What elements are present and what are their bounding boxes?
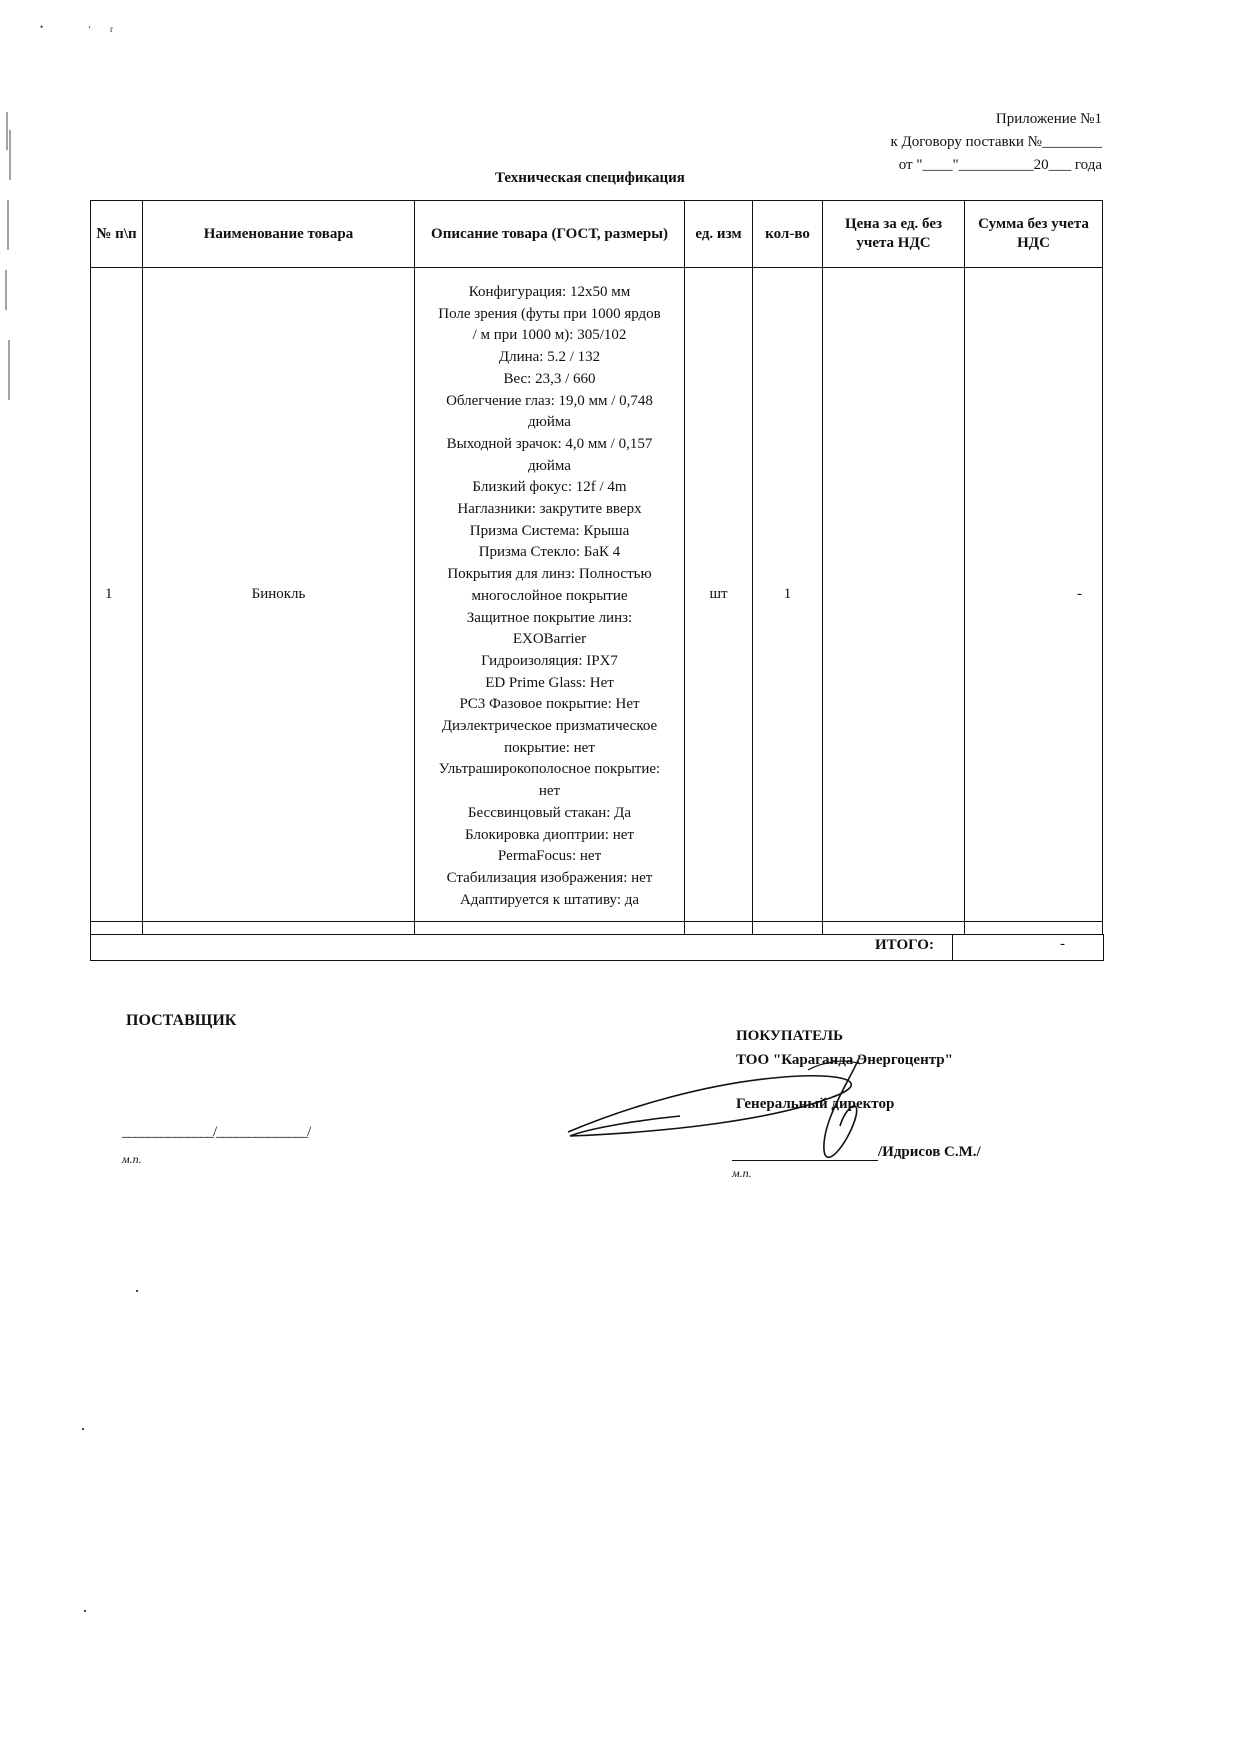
desc-line: ED Prime Glass: Нет [485, 674, 614, 691]
header-description: Описание товара (ГОСТ, размеры) [415, 201, 685, 268]
cell-name: Бинокль [143, 268, 415, 922]
total-label: ИТОГО: [875, 937, 934, 953]
table-row-empty [91, 922, 1103, 935]
total-value: - [1060, 936, 1065, 952]
desc-line: Выходной зрачок: 4,0 мм / 0,157 [446, 435, 653, 452]
cell-num: 1 [91, 268, 143, 922]
desc-line: Защитное покрытие линз: [466, 609, 633, 626]
signature-image [560, 1040, 900, 1180]
header-num: № п\п [91, 201, 143, 268]
scan-speck [84, 1610, 86, 1612]
cell-unit: шт [685, 268, 753, 922]
scan-edge-artifact [4, 110, 14, 410]
desc-line: Ультраширокополосное покрытие: [438, 761, 661, 778]
buyer-mp: м.п. [732, 1166, 752, 1180]
scan-mark: • [40, 22, 44, 32]
desc-line: / м при 1000 м): 305/102 [472, 327, 627, 344]
appendix-block [891, 108, 1103, 177]
cell-qty: 1 [753, 268, 823, 922]
desc-line: Облегчение глаз: 19,0 мм / 0,748 [446, 392, 653, 409]
desc-line: покрытие: нет [504, 739, 595, 756]
desc-line: нет [538, 783, 561, 800]
table-header-row [91, 201, 1103, 268]
desc-line: Вес: 23,3 / 660 [503, 370, 596, 387]
desc-line: EXOBarrier [512, 631, 587, 648]
empty-cell [753, 922, 823, 935]
desc-line: Блокировка диоптрии: нет [465, 826, 634, 843]
total-cell [952, 934, 1089, 960]
desc-line: PC3 Фазовое покрытие: Нет [459, 696, 640, 713]
buyer-company: ТОО "Караганда Энергоцентр" [736, 1052, 953, 1068]
appendix-line-2: к Договору поставки №________ [890, 134, 1102, 150]
desc-line: Стабилизация изображения: нет [446, 869, 653, 886]
appendix-line-3: от "____"__________20___ года [898, 157, 1102, 173]
empty-cell [415, 922, 685, 935]
desc-line: Наглазники: закрутите вверх [457, 501, 642, 518]
empty-cell [965, 922, 1103, 935]
header-name: Наименование товара [143, 201, 415, 268]
desc-line: многослойное покрытие [471, 587, 628, 604]
table-row [91, 268, 1103, 922]
desc-line: Поле зрения (футы при 1000 ярдов [438, 305, 661, 322]
supplier-sign-line: ______________/______________/ [122, 1124, 311, 1140]
scan-speck [82, 1428, 84, 1430]
empty-cell [685, 922, 753, 935]
appendix-line-1: Приложение №1 [995, 111, 1102, 127]
desc-line: дюйма [528, 414, 571, 431]
empty-cell [91, 922, 143, 935]
header-price: Цена за ед. без учета НДС [823, 201, 965, 268]
scan-mark: ‘ [88, 24, 91, 34]
desc-line: Близкий фокус: 12f / 4m [472, 479, 627, 496]
desc-line: дюйма [528, 457, 571, 474]
desc-line: Призма Стекло: БаК 4 [478, 544, 621, 561]
desc-line: Призма Система: Крыша [469, 522, 630, 539]
supplier-mp: м.п. [122, 1152, 142, 1166]
supplier-title: ПОСТАВЩИК [126, 1012, 237, 1029]
cell-sum: - [965, 268, 1103, 922]
header-qty: кол-во [753, 201, 823, 268]
buyer-position: Генеральный директор [736, 1096, 895, 1112]
desc-line: Длина: 5.2 / 132 [498, 349, 601, 366]
cell-price [823, 268, 965, 922]
buyer-signer: /Идрисов С.М./ [878, 1144, 981, 1160]
desc-line: Гидроизоляция: IPX7 [481, 652, 618, 669]
desc-line: PermaFocus: нет [497, 848, 602, 865]
scan-mark: r [110, 24, 113, 34]
specification-table [90, 200, 1103, 935]
header-unit: ед. изм [685, 201, 753, 268]
empty-cell [143, 922, 415, 935]
desc-line: Диэлектрическое призматическое [441, 718, 658, 735]
header-sum: Сумма без учета НДС [965, 201, 1103, 268]
cell-description [415, 268, 685, 922]
desc-line: Конфигурация: 12x50 мм [468, 284, 631, 300]
empty-cell [823, 922, 965, 935]
desc-line: Покрытия для линз: Полностью [447, 566, 652, 583]
desc-line: Адаптируется к штативу: да [459, 891, 640, 908]
scan-speck [136, 1290, 138, 1292]
document-title: Техническая спецификация [495, 170, 685, 186]
desc-line: Бессвинцовый стакан: Да [467, 804, 632, 821]
buyer-title: ПОКУПАТЕЛЬ [736, 1028, 844, 1044]
